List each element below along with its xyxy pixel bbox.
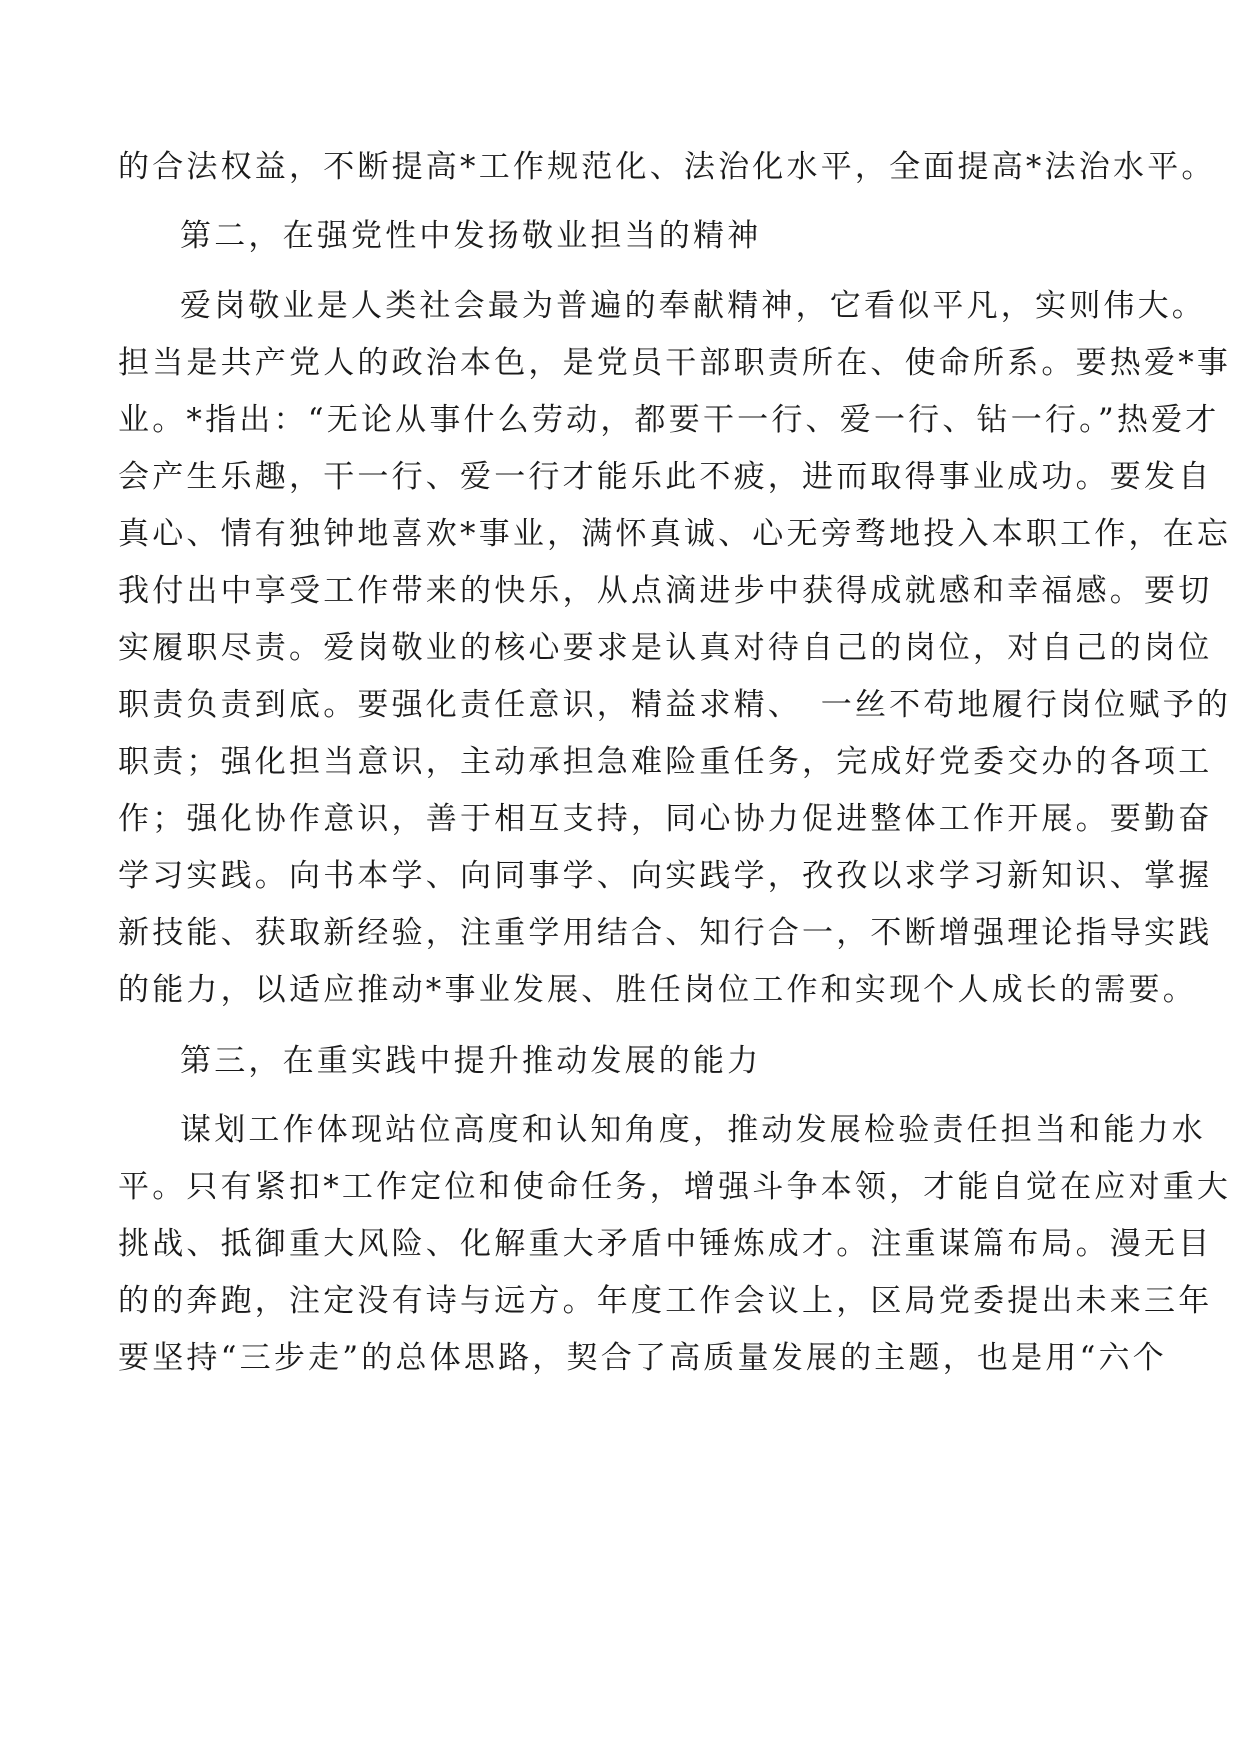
paragraph-line: 要坚持“三步走”的总体思路，契合了高质量发展的主题，也是用“六个: [118, 1340, 1167, 1376]
paragraph-line: 平。只有紧扣*工作定位和使命任务，增强斗争本领，才能自觉在应对重大: [118, 1169, 1232, 1205]
paragraph-line: 作；强化协作意识，善于相互支持，同心协力促进整体工作开展。要勤奋: [118, 801, 1213, 837]
section-heading-second: 第二，在强党性中发扬敬业担当的精神: [180, 218, 762, 254]
paragraph-line: 挑战、抵御重大风险、化解重大矛盾中锤炼成才。注重谋篇布局。漫无目: [118, 1226, 1213, 1262]
paragraph-line: 爱岗敬业是人类社会最为普遍的奉献精神，它看似平凡，实则伟大。: [180, 288, 1206, 324]
paragraph-line: 真心、情有独钟地喜欢*事业，满怀真诚、心无旁骛地投入本职工作，在忘: [118, 516, 1232, 552]
paragraph-line: 谋划工作体现站位高度和认知角度，推动发展检验责任担当和能力水: [180, 1112, 1206, 1148]
paragraph-line: 实履职尽责。爱岗敬业的核心要求是认真对待自己的岗位，对自己的岗位: [118, 630, 1213, 666]
section-heading-third: 第三，在重实践中提升推动发展的能力: [180, 1043, 762, 1079]
paragraph-line: 会产生乐趣，干一行、爱一行才能乐此不疲，进而取得事业成功。要发自: [118, 459, 1213, 495]
paragraph-line: 我付出中享受工作带来的快乐，从点滴进步中获得成就感和幸福感。要切: [118, 573, 1213, 609]
paragraph-line: 职责负责到底。要强化责任意识，精益求精、 一丝不苟地履行岗位赋予的: [118, 687, 1232, 723]
paragraph-line: 学习实践。向书本学、向同事学、向实践学，孜孜以求学习新知识、掌握: [118, 858, 1213, 894]
paragraph-line: 新技能、获取新经验，注重学用结合、知行合一，不断增强理论指导实践: [118, 915, 1213, 951]
paragraph-line: 职责；强化担当意识，主动承担急难险重任务，完成好党委交办的各项工: [118, 744, 1213, 780]
paragraph-line: 的能力，以适应推动*事业发展、胜任岗位工作和实现个人成长的需要。: [118, 972, 1197, 1008]
paragraph-line: 业。*指出：“无论从事什么劳动，都要干一行、爱一行、钻一行。”热爱才: [118, 402, 1220, 438]
paragraph-line: 担当是共产党人的政治本色，是党员干部职责所在、使命所系。要热爱*事: [118, 345, 1232, 381]
paragraph-line: 的的奔跑，注定没有诗与远方。年度工作会议上，区局党委提出未来三年: [118, 1283, 1213, 1319]
paragraph-line: 的合法权益，不断提高*工作规范化、法治化水平，全面提高*法治水平。: [118, 149, 1216, 185]
